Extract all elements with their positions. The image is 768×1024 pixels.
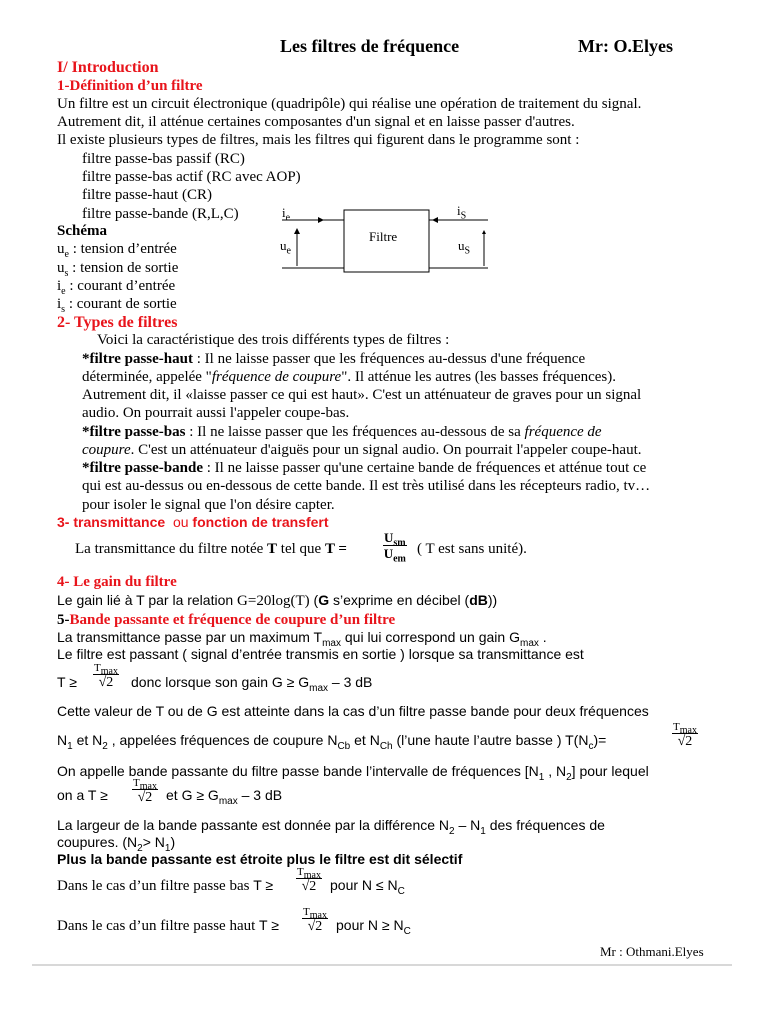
bande-line-3b: donc lorsque son gain $G \ge G_{max} - 3$ dB bbox=[131, 674, 373, 694]
document-title: Les filtres de fréquence bbox=[280, 36, 460, 56]
passe-haut-line: *filtre passe-haut : Il ne laisse passer que les fréquences au-dessus d'une fréquence bbox=[82, 351, 586, 367]
intro-paragraph-2: Autrement dit, il atténue certaines composantes d'un signal et en laisse passer d'autres. bbox=[57, 114, 575, 130]
passe-bas-condition-end: pour $N \le N_C$ bbox=[330, 877, 405, 897]
bande-line-5: $N_1$ et $N_2$ , appelées fréquences de coupure $N_{Cb}$ et $N_{Ch}$ (l’une haute l’autre basse ) $T(N_c)=$ bbox=[57, 732, 607, 752]
passe-bas-line: coupure. C'est un atténuateur d'aiguës pour un signal audio. On pourrait l'appeler coupe-haut. bbox=[82, 442, 642, 458]
types-intro: Voici la caractéristique des trois différents types de filtres : bbox=[97, 332, 450, 348]
transmittance-line: La transmittance du filtre notée T tel que T = bbox=[75, 541, 347, 557]
tmax-sqrt2-fraction: $T_{max}$ √2 bbox=[303, 906, 327, 934]
author-label: Mr: O.Elyes bbox=[578, 36, 673, 56]
gain-heading: 4- Le gain du filtre bbox=[57, 574, 177, 590]
filter-box-label: Filtre bbox=[369, 229, 398, 244]
bande-line-8: La largeur de la bande passante est donnée par la différence $N_2 - N_1$ des fréquences de bbox=[57, 817, 605, 837]
passe-haut-line: Autrement dit, il «laisse passer ce qui est haut». C'est un atténuateur de graves pour un signal bbox=[82, 387, 642, 403]
gain-line: Le gain lié à T par la relation G=20log(T) (G s’exprime en décibel (dB)) bbox=[57, 592, 498, 609]
is-label: $i_S$ bbox=[457, 203, 467, 222]
legend-item: $i_e$ : courant d’entrée bbox=[57, 278, 176, 297]
tmax-sqrt2-fraction: $T_{max}$ √2 bbox=[94, 662, 118, 690]
filter-list-item: filtre passe-bas actif (RC avec AOP) bbox=[82, 169, 301, 185]
is-arrow-icon bbox=[432, 217, 438, 223]
passe-bande-line: pour isoler le signal que l'on désire capter. bbox=[82, 497, 335, 513]
us-label: $u_S$ bbox=[458, 238, 471, 257]
intro-paragraph-1: Un filtre est un circuit électronique (quadripôle) qui réalise une opération de traitement du signal. bbox=[57, 96, 642, 112]
ie-arrow-icon bbox=[318, 217, 324, 223]
bande-line-1: La transmittance passe par un maximum $T_{max}$ qui lui correspond un gain $G_{max}$ . bbox=[57, 629, 547, 649]
footer-author: Mr : Othmani.Elyes bbox=[600, 944, 704, 959]
intro-paragraph-3: Il existe plusieurs types de filtres, mais les filtres qui figurent dans le programme sont : bbox=[57, 132, 580, 148]
passe-haut-line: audio. On pourrait aussi l'appeler coupe-bas. bbox=[82, 405, 350, 421]
ue-arrow-icon bbox=[294, 228, 300, 234]
bande-line-7a: on a T ≥ bbox=[57, 787, 108, 803]
bande-line-3a: T ≥ bbox=[57, 674, 77, 690]
filter-list-item: filtre passe-haut (CR) bbox=[82, 187, 212, 203]
bande-line-4: Cette valeur de T ou de G est atteinte dans la cas d’un filtre passe bande pour deux fréquences bbox=[57, 703, 649, 719]
passe-haut-line: déterminée, appelée "fréquence de coupure". Il atténue les autres (les basses fréquences). bbox=[82, 369, 616, 385]
tmax-sqrt2-fraction: $T_{max}$ √2 bbox=[297, 866, 321, 894]
passe-haut-condition-end: pour $N \ge N_C$ bbox=[336, 917, 411, 937]
legend-item: $i_s$ : courant de sortie bbox=[57, 296, 177, 315]
transmittance-fraction: $U_{sm}$ $U_{em}$ bbox=[383, 530, 406, 565]
passe-bande-line: *filtre passe-bande : Il ne laisse passer qu'une certaine bande de fréquences et atténue tout ce bbox=[82, 460, 647, 476]
bande-heading: 5-Bande passante et fréquence de coupure d’un filtre bbox=[57, 612, 396, 628]
types-heading: 2- Types de filtres bbox=[57, 314, 178, 331]
bande-line-2: Le filtre est passant ( signal d’entrée transmis en sortie ) lorsque sa transmittance est bbox=[57, 646, 584, 662]
passe-haut-condition: Dans le cas d’un filtre passe haut T ≥ bbox=[57, 917, 279, 934]
us-arrow-icon bbox=[482, 230, 486, 234]
bande-line-9: coupures. $(N_2> N_1)$ bbox=[57, 834, 176, 854]
filter-list-item: filtre passe-bande (R,L,C) bbox=[82, 206, 239, 222]
filter-list-item: filtre passe-bas passif (RC) bbox=[82, 151, 245, 167]
ie-label: $i_e$ bbox=[282, 205, 291, 224]
intro-heading: I/ Introduction bbox=[57, 59, 159, 76]
tmax-sqrt2-fraction: $T_{max}$ √2 bbox=[673, 721, 697, 749]
legend-item: $u_s$ : tension de sortie bbox=[57, 260, 179, 279]
ue-label: $u_e$ bbox=[280, 238, 291, 257]
selectivity-statement: Plus la bande passante est étroite plus le filtre est dit sélectif bbox=[57, 851, 463, 867]
transmittance-heading: 3- transmittance ou fonction de transfert bbox=[57, 514, 329, 530]
definition-heading: 1-Définition d’un filtre bbox=[57, 78, 203, 94]
bande-line-7b: et $G \ge G_{max} - 3$ dB bbox=[166, 787, 283, 807]
bande-line-6: On appelle bande passante du filtre passe bande l’intervalle de fréquences [$N_1$ , $N_2$] pour lequel bbox=[57, 763, 649, 783]
passe-bande-line: qui est au-dessus ou en-dessous de cette bande. Il est très utilisé dans les récepteurs radio, tv… bbox=[82, 478, 651, 494]
legend-item: $u_e$ : tension d’entrée bbox=[57, 241, 177, 260]
schema-heading: Schéma bbox=[57, 223, 107, 239]
transmittance-unit-note: ( T est sans unité). bbox=[417, 541, 527, 557]
tmax-sqrt2-fraction: $T_{max}$ √2 bbox=[133, 777, 157, 805]
footer-divider bbox=[32, 964, 732, 966]
passe-bas-line: *filtre passe-bas : Il ne laisse passer que les fréquences au-dessous de sa fréquence de bbox=[82, 424, 602, 440]
passe-bas-condition: Dans le cas d’un filtre passe bas T ≥ bbox=[57, 877, 274, 894]
